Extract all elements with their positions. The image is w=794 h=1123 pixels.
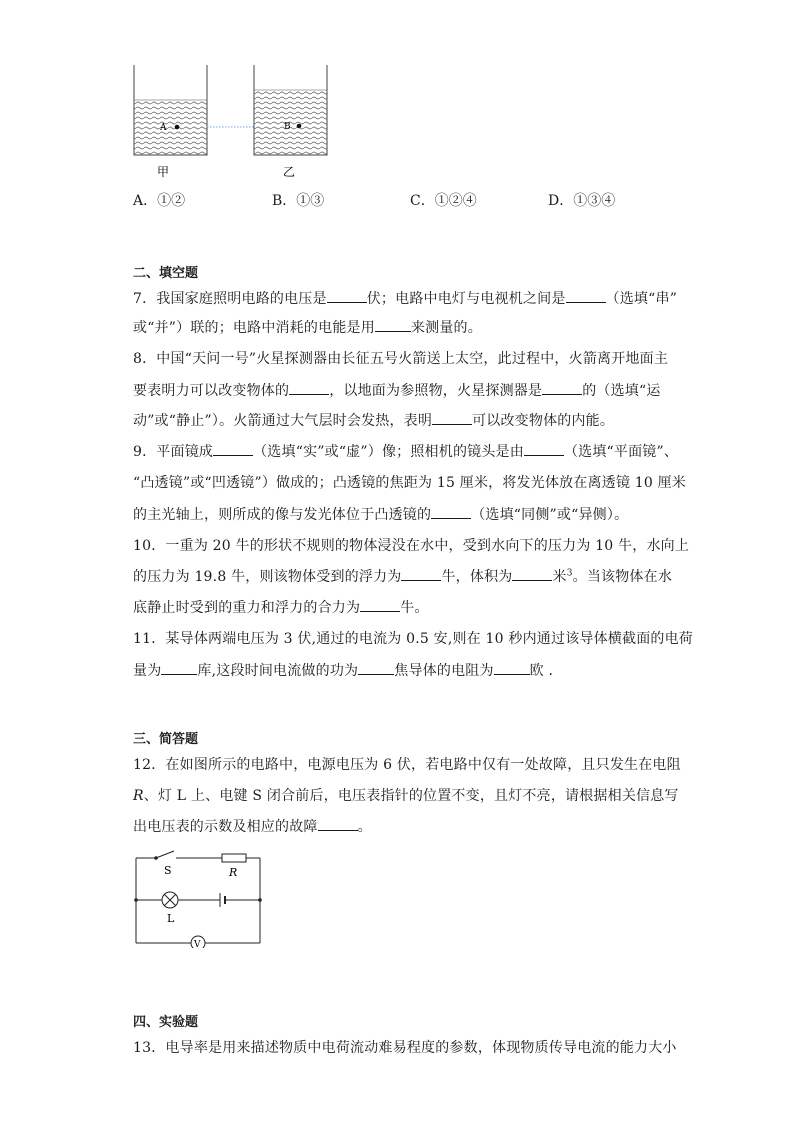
- q11-line-2: 量为 库,这段时间电流做的功为 焦导体的电阻为 欧 .: [133, 663, 554, 679]
- label-s: S: [164, 864, 172, 877]
- q10-blank-3[interactable]: [360, 599, 400, 612]
- q8-blank-2[interactable]: [542, 382, 582, 395]
- option-d[interactable]: D．①③④: [548, 193, 616, 209]
- q11-blank-2[interactable]: [358, 662, 394, 675]
- q9-blank-1[interactable]: [213, 443, 253, 456]
- q13-line-1: 13．电导率是用来描述物质中电荷流动难易程度的参数，体现物质传导电流的能力大小: [133, 1040, 677, 1056]
- q11-blank-3[interactable]: [494, 662, 530, 675]
- q10-line-1: 10．一重为 20 牛的形状不规则的物体浸没在水中，受到水向下的压力为 10 牛，水向上: [133, 538, 690, 554]
- q9-blank-3[interactable]: [431, 506, 471, 519]
- containers-figure: [128, 60, 338, 185]
- section-heading-exp: 四、实验题: [133, 1015, 199, 1030]
- q8-line-3: 动”或“静止”）。火箭通过大气层时会发热，表明 可以改变物体的内能。: [133, 413, 615, 429]
- q8-line-2: 要表明力可以改变物体的 ，以地面为参照物，火星探测器是 的（选填“运: [133, 383, 661, 399]
- water-left: [134, 100, 207, 155]
- q8-blank-1[interactable]: [289, 382, 329, 395]
- q9-line-3: 的主光轴上，则所成的像与发光体位于凸透镜的 （选填“同侧”或“异侧）。: [133, 507, 629, 523]
- resistor-r: [222, 854, 246, 862]
- q10-line-3: 底静止时受到的重力和浮力的合力为 牛。: [133, 600, 429, 616]
- label-l: L: [167, 912, 175, 925]
- switch-blade: [156, 851, 174, 858]
- q7-blank-3[interactable]: [375, 319, 411, 332]
- q10-blank-2[interactable]: [512, 568, 552, 581]
- q7-line-2: 或“并”）联的；电路中消耗的电能是用 来测量的。: [133, 320, 482, 336]
- q9-blank-2[interactable]: [524, 443, 564, 456]
- q12-line-3: 出电压表的示数及相应的故障 。: [133, 819, 372, 835]
- q7-line-1: 7．我国家庭照明电路的电压是 伏；电路中电灯与电视机之间是 （选填“串”: [133, 291, 678, 307]
- q12-line-1: 12．在如图所示的电路中，电源电压为 6 伏，若电路中仅有一处故障，且只发生在电阻: [133, 757, 681, 773]
- q10-blank-1[interactable]: [401, 568, 441, 581]
- caption-jia: 甲: [157, 165, 170, 179]
- q7-blank-1[interactable]: [327, 290, 367, 303]
- circuit-diagram: [128, 848, 268, 948]
- q12-blank-1[interactable]: [318, 818, 358, 831]
- q8-blank-3[interactable]: [432, 412, 472, 425]
- label-b: B: [284, 122, 291, 132]
- caption-yi: 乙: [283, 165, 296, 179]
- label-r: R: [229, 866, 238, 879]
- section-heading-short: 三、简答题: [133, 732, 199, 747]
- q11-line-1: 11．某导体两端电压为 3 伏,通过的电流为 0.5 安,则在 10 秒内通过该导体横截面的电荷: [133, 631, 694, 647]
- label-v: V: [194, 940, 201, 948]
- q10-line-2: 的压力为 19.8 牛，则该物体受到的浮力为 牛，体积为 米$^3$。当该物体在水: [133, 568, 673, 585]
- option-c[interactable]: C．①②④: [410, 193, 477, 209]
- option-a[interactable]: A．①②: [133, 193, 186, 209]
- point-a-dot: [175, 125, 180, 130]
- q12-line-2: R、灯 L 上、电键 S 闭合前后，电压表指针的位置不变，且灯不亮，请根据相关信息写: [133, 788, 679, 804]
- section-heading-fill: 二、填空题: [133, 266, 199, 281]
- label-a: A: [160, 123, 167, 133]
- q9-line-1: 9．平面镜成 （选填“实”或“虚”）像；照相机的镜头是由 （选填“平面镜”、: [133, 444, 679, 460]
- q11-blank-1[interactable]: [161, 662, 197, 675]
- q9-line-2: “凸透镜”或“凹透镜”）做成的；凸透镜的焦距为 15 厘米，将发光体放在离透镜 10 厘米: [133, 475, 687, 491]
- point-b-dot: [297, 124, 302, 129]
- option-b[interactable]: B．①③: [272, 193, 325, 209]
- q7-blank-2[interactable]: [566, 290, 606, 303]
- q8-line-1: 8．中国“天问一号”火星探测器由长征五号火箭送上太空，此过程中，火箭离开地面主: [133, 351, 669, 367]
